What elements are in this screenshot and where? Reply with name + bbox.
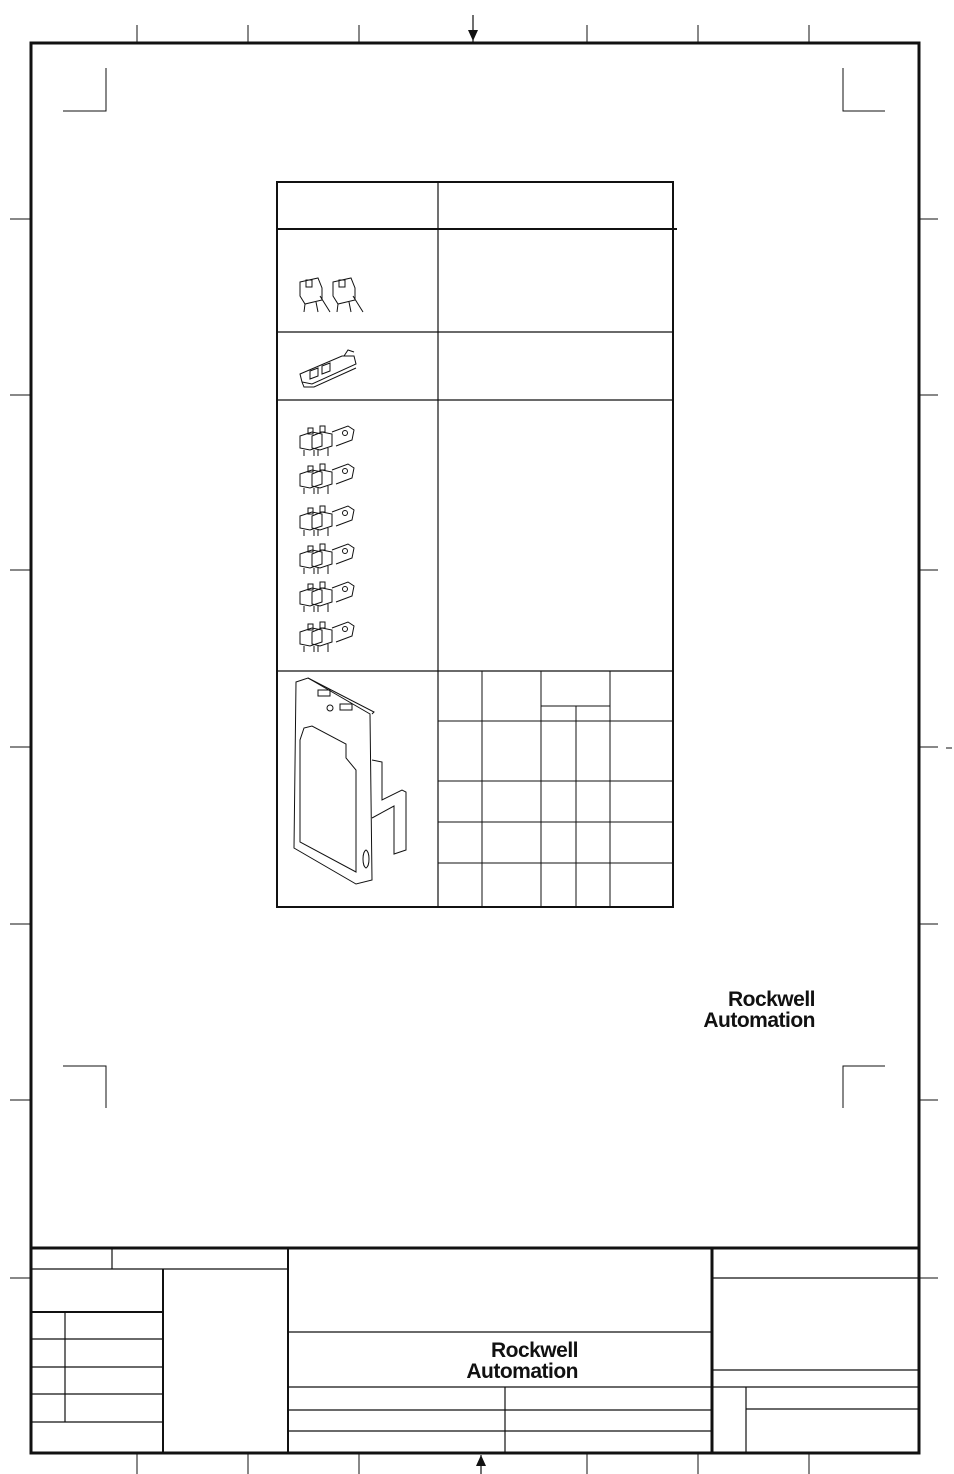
terminal-lug-icon bbox=[300, 426, 354, 652]
zone-ticks-bottom bbox=[137, 1453, 809, 1474]
rockwell-automation-logo bbox=[640, 989, 815, 1031]
terminal-pair-icon bbox=[300, 278, 363, 312]
zone-ticks-right bbox=[919, 219, 952, 1278]
drawing-border bbox=[31, 43, 919, 1453]
logo-line-1: Rockwell bbox=[727, 988, 815, 1011]
logo-line-2: Automation bbox=[703, 1009, 815, 1032]
zone-ticks-left bbox=[10, 219, 31, 1278]
title-block-logo bbox=[400, 1340, 578, 1382]
mounting-bracket-icon bbox=[294, 678, 406, 884]
title-logo-line-1: Rockwell bbox=[490, 1339, 578, 1362]
crop-marks bbox=[63, 68, 885, 1108]
title-logo-line-2: Automation bbox=[466, 1360, 578, 1383]
parts-table bbox=[277, 182, 677, 907]
terminal-block-icon bbox=[300, 350, 356, 387]
rating-subtable bbox=[438, 671, 673, 907]
